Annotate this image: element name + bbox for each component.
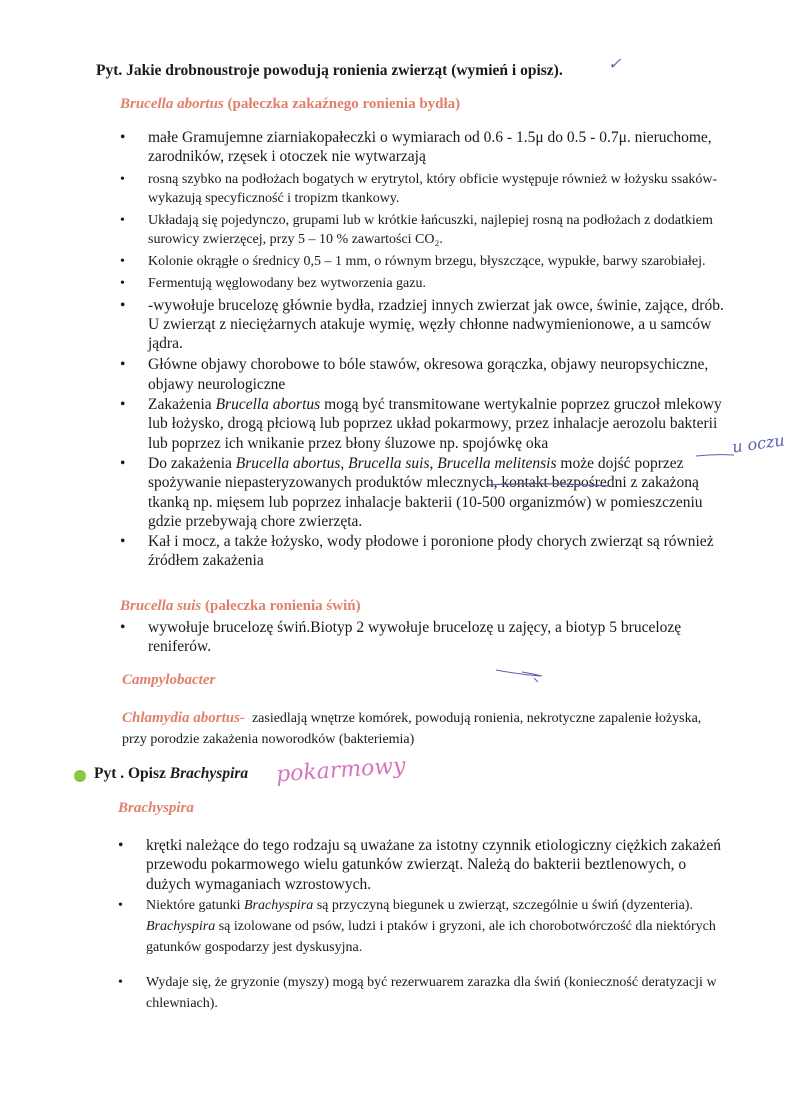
bullet-icon: • bbox=[120, 276, 125, 292]
list-item: • Do zakażenia Brucella abortus, Brucella suis, Brucella melitensis może dojść poprzez spożywanie niepasteryzowanych produktów mlecznych, kontakt bezpośredni z zakażoną tkanką np. mięsem lub poprzez inhalacje bakterii (10-500 organizmów) w pomieszczeniu gdzie przebywają chore zwierzęta. bbox=[120, 454, 703, 530]
bullet-icon: • bbox=[118, 837, 124, 854]
question-2-title: Pyt . Opisz Brachyspira bbox=[94, 765, 249, 782]
brachyspira-heading: Brachyspira bbox=[118, 800, 194, 816]
bullet-icon: • bbox=[120, 454, 126, 472]
list-item: • krętki należące do tego rodzaju są uważane za istotny czynnik etiologiczny ciężkich zakażeń przewodu pokarmowego wielu gatunków zwierząt. Należą do bakterii beztlenowych, o dużych wymaganiach wzrostowych. bbox=[118, 837, 721, 893]
brucella-suis-heading: Brucella suis (pałeczka ronienia świń) bbox=[120, 598, 361, 614]
bullet-icon: • bbox=[118, 897, 123, 913]
bullet-icon: • bbox=[120, 129, 126, 146]
brucella-abortus-heading: Brucella abortus (pałeczka zakaźnego ronienia bydła) bbox=[120, 96, 461, 112]
list-item: • Układają się pojedynczo, grupami lub w krótkie łańcuszki, najlepiej rosną na podłożach z dodatkiem surowicy zwierzęcej, przy 5 – 10 % zawartości CO₂. bbox=[120, 212, 713, 248]
bullet-icon: • bbox=[120, 356, 126, 374]
bullet-icon: • bbox=[120, 296, 126, 314]
list-item: • rosną szybko na podłożach bogatych w erytrytol, który obficie występuje również w łożysku ssaków- wykazują specyficzność i tropizm tkankowy. bbox=[120, 171, 718, 207]
bullet-icon: • bbox=[120, 533, 126, 551]
brucella-abortus-list bbox=[120, 128, 730, 571]
list-item: • Niektóre gatunki Brachyspira są przyczyną biegunek u zwierząt, szczególnie u świń (dyzenteria). Brachyspira są izolowane od psów, ludzi i ptaków i gryzoni, ale ich chorobotwórczość dla niektórych gatunków gospodarzy jest dyskusyjna. bbox=[118, 895, 730, 958]
margin-note: u oczu bbox=[730, 430, 786, 457]
campylobacter-heading: Campylobacter bbox=[122, 672, 216, 688]
bullet-icon: • bbox=[120, 212, 125, 228]
bullet-icon: • bbox=[120, 619, 126, 636]
green-dot-icon bbox=[74, 770, 86, 782]
bullet-icon: • bbox=[118, 974, 123, 990]
underline-mark-icon bbox=[484, 480, 614, 490]
bullet-icon: • bbox=[120, 253, 125, 269]
chlamydia-paragraph: Chlamydia abortus- zasiedlają wnętrze komórek, powodują ronienia, nekrotyczne zapalenie łożyska, przy porodzie zakażenia noworodków (bakteriemia) bbox=[122, 710, 702, 747]
question-1-title: Pyt. Jakie drobnoustroje powodują ronienia zwierząt (wymień i opisz). bbox=[96, 62, 563, 79]
brucella-suis-list bbox=[120, 618, 730, 657]
list-item: • -wywołuje brucelozę głównie bydła, rzadziej innych zwierzat jak owce, świnie, zające, drób. U zwierząt z nieciężarnych atakuje wymię, węzły chłonne nadwymienionowe, a u samców jądra. bbox=[120, 296, 724, 353]
handwritten-note: pokarmowy bbox=[275, 753, 407, 788]
list-item: • małe Gramujemne ziarniakopałeczki o wymiarach od 0.6 - 1.5μ do 0.5 - 0.7μ. nieruchome, zarodników, rzęsek i otoczek nie wytwarzają bbox=[120, 129, 712, 166]
list-item: • Kał i mocz, a także łożysko, wody płodowe i poronione płody chorych zwierząt są również źródłem zakażenia bbox=[120, 533, 714, 570]
list-item: • Zakażenia Brucella abortus mogą być transmitowane wertykalnie poprzez gruczoł mlekowy lub łożysko, drogą płciową lub poprzez układ pokarmowy, przez inhalacje aerozolu bakterii lub poprzez ich wnikanie przez błony śluzowe np. spojówkę oka bbox=[120, 396, 722, 452]
list-item: • Główne objawy chorobowe to bóle stawów, okresowa gorączka, objawy neuropsychiczne, objawy neurologiczne bbox=[120, 356, 709, 393]
bullet-icon: • bbox=[120, 171, 125, 187]
list-item: • wywołuje brucelozę świń.Biotyp 2 wywołuje brucelozę u zajęcy, a biotyp 5 brucelozę reniferów. bbox=[120, 619, 682, 656]
scribble-mark-icon bbox=[492, 664, 552, 684]
brachyspira-list bbox=[118, 836, 730, 1014]
check-mark-icon: ✓ bbox=[608, 56, 622, 73]
list-item: • Kolonie okrągłe o średnicy 0,5 – 1 mm, o równym brzegu, błyszczące, wypukłe, barwy szarobiałej. bbox=[120, 252, 730, 272]
list-item: • Wydaje się, że gryzonie (myszy) mogą być rezerwuarem zarazka dla świń (konieczność deratyzacji w chlewniach). bbox=[118, 972, 730, 1014]
list-item: • Fermentują węglowodany bez wytworzenia gazu. bbox=[120, 274, 730, 294]
bullet-icon: • bbox=[120, 396, 126, 414]
